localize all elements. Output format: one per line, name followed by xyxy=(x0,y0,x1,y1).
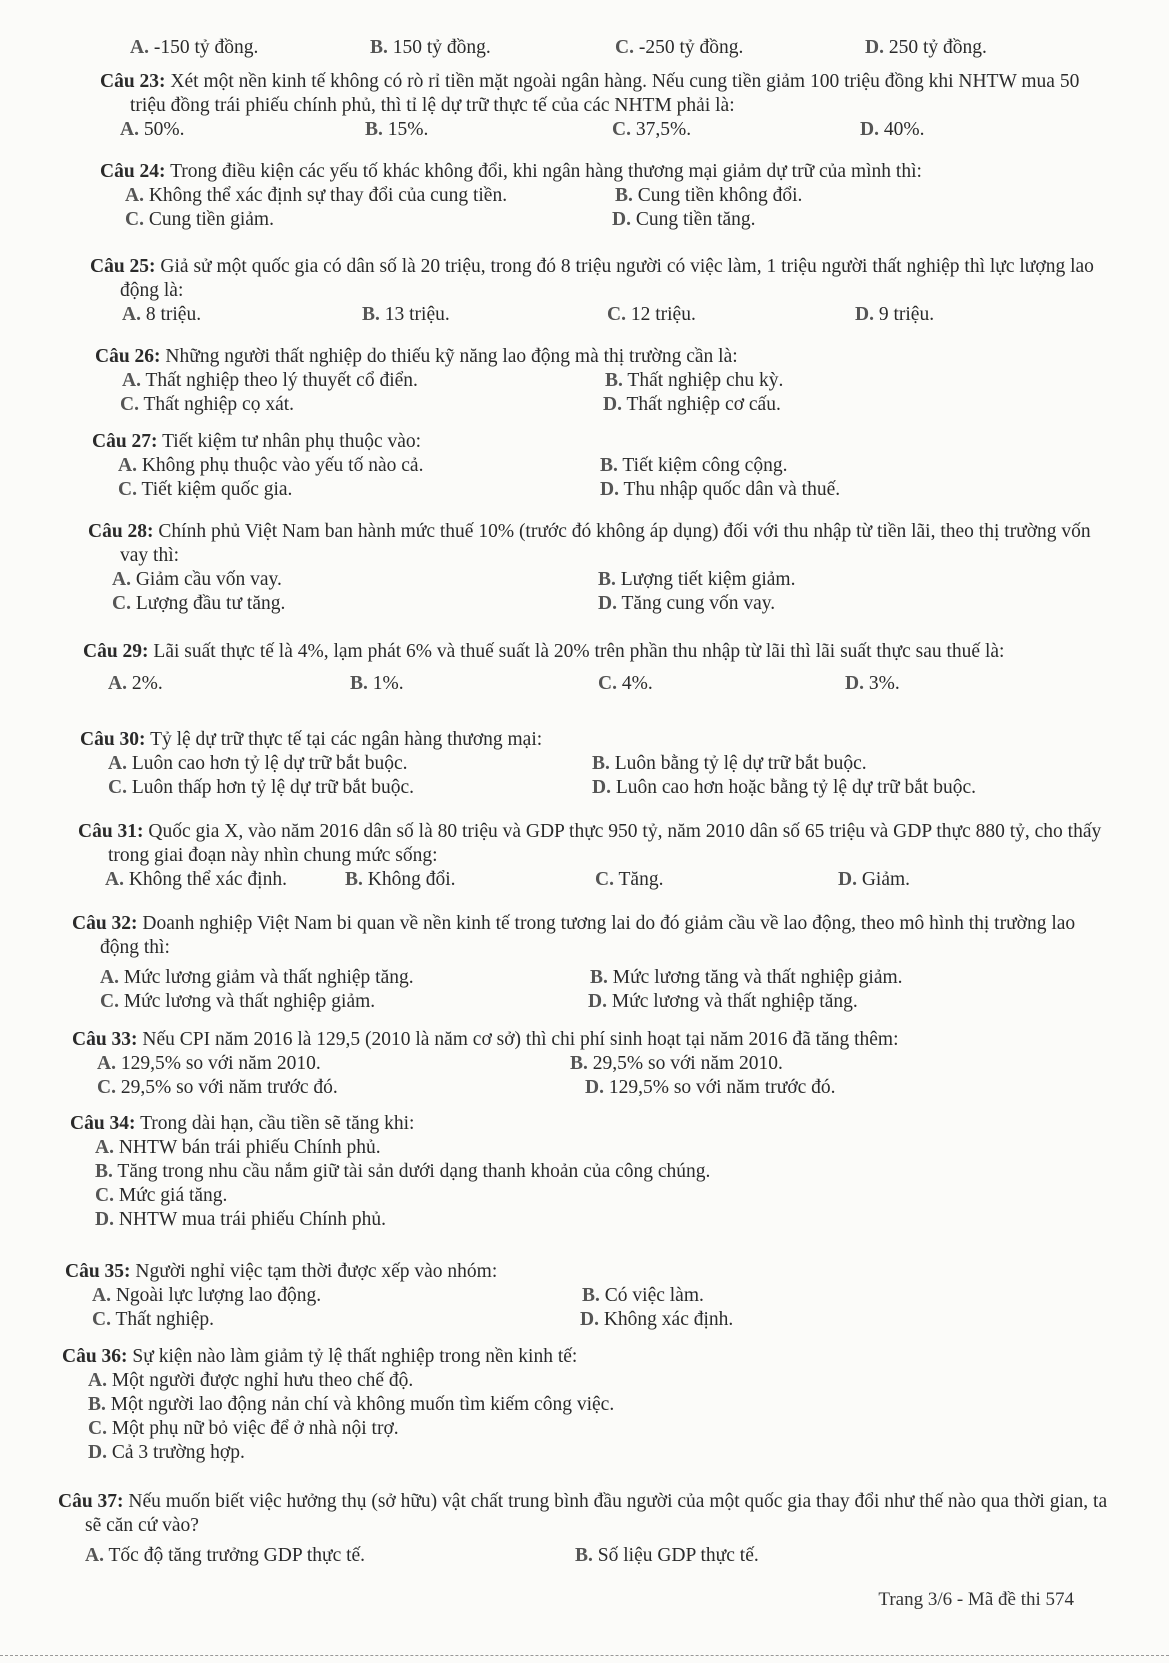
option-d: D. Mức lương và thất nghiệp tăng. xyxy=(588,991,858,1012)
question-stem: Câu 34: Trong dài hạn, cầu tiền sẽ tăng khi: xyxy=(70,1113,415,1134)
question-24 xyxy=(0,160,1169,232)
question-35 xyxy=(0,1260,1169,1332)
question-29 xyxy=(0,640,1169,696)
question-stem: Câu 37: Nếu muốn biết việc hưởng thụ (sở hữu) vật chất trung bình đầu người của một quốc gia thay đổi như thế nào qua thời gian, ta sẽ căn cứ vào? xyxy=(58,1491,1108,1536)
option-c: C. Mức lương và thất nghiệp giảm. xyxy=(100,991,376,1012)
question-stem: Câu 25: Giả sử một quốc gia có dân số là 20 triệu, trong đó 8 triệu người có việc làm, 1 triệu người thất nghiệp thì lực lượng lao động là: xyxy=(90,256,1094,301)
option-b: B. 15%. xyxy=(365,119,429,140)
option-c: C. -250 tỷ đồng. xyxy=(615,37,744,58)
option-c: C. 4%. xyxy=(598,673,653,694)
question-stem: Câu 36: Sự kiện nào làm giảm tỷ lệ thất nghiệp trong nền kinh tế: xyxy=(62,1346,578,1367)
option-d: D. 40%. xyxy=(860,119,925,140)
option-b: B. Tiết kiệm công cộng. xyxy=(600,455,788,476)
option-a: A. NHTW bán trái phiếu Chính phủ. xyxy=(95,1137,381,1158)
option-a: A. Một người được nghỉ hưu theo chế độ. xyxy=(88,1370,414,1391)
option-a: A. Luôn cao hơn tỷ lệ dự trữ bắt buộc. xyxy=(108,753,408,774)
option-c: C. Thất nghiệp cọ xát. xyxy=(120,394,295,415)
option-b: B. Số liệu GDP thực tế. xyxy=(575,1545,759,1566)
option-a: A. Mức lương giảm và thất nghiệp tăng. xyxy=(100,967,414,988)
option-b: B. 13 triệu. xyxy=(362,304,450,325)
question-stem: Câu 30: Tỷ lệ dự trữ thực tế tại các ngân hàng thương mại: xyxy=(80,729,543,750)
option-c: C. Luôn thấp hơn tỷ lệ dự trữ bắt buộc. xyxy=(108,777,415,798)
option-a: A. Không phụ thuộc vào yếu tố nào cả. xyxy=(118,455,424,476)
option-d: D. NHTW mua trái phiếu Chính phủ. xyxy=(95,1209,387,1230)
question-stem: Câu 23: Xét một nền kinh tế không có rò rỉ tiền mặt ngoài ngân hàng. Nếu cung tiền giảm 100 triệu đồng khi NHTW mua 50 triệu đồng trái phiếu chính phủ, thì tỉ lệ dự trữ thực tế của các NHTM phải là: xyxy=(100,71,1080,116)
question-22-options xyxy=(0,36,1169,60)
option-a: A. 2%. xyxy=(108,673,163,694)
option-c: C. Một phụ nữ bỏ việc để ở nhà nội trợ. xyxy=(88,1418,399,1439)
option-b: B. Tăng trong nhu cầu nắm giữ tài sản dưới dạng thanh khoản của công chúng. xyxy=(95,1161,711,1182)
question-stem: Câu 31: Quốc gia X, vào năm 2016 dân số là 80 triệu và GDP thực 950 tỷ, năm 2010 dân số 65 triệu và GDP thực 880 tỷ, cho thấy trong giai đoạn này nhìn chung mức sống: xyxy=(78,821,1102,866)
option-c: C. Cung tiền giảm. xyxy=(125,209,274,230)
question-25 xyxy=(0,255,1169,327)
option-b: B. Không đổi. xyxy=(345,869,456,890)
question-28 xyxy=(0,520,1169,616)
option-a: A. Không thể xác định. xyxy=(105,869,287,890)
question-stem: Câu 24: Trong điều kiện các yếu tố khác không đổi, khi ngân hàng thương mại giảm dự trữ của mình thì: xyxy=(100,161,922,182)
question-36 xyxy=(0,1345,1169,1465)
question-32 xyxy=(0,912,1169,1014)
option-c: C. Mức giá tăng. xyxy=(95,1185,228,1206)
question-30 xyxy=(0,728,1169,800)
option-a: A. Tốc độ tăng trưởng GDP thực tế. xyxy=(85,1545,366,1566)
option-a: A. 8 triệu. xyxy=(122,304,202,325)
question-stem: Câu 32: Doanh nghiệp Việt Nam bi quan về nền kinh tế trong tương lai do đó giảm cầu về lao động, theo mô hình thị trường lao động thì: xyxy=(72,913,1076,958)
option-c: C. Tiết kiệm quốc gia. xyxy=(118,479,293,500)
option-a: A. Ngoài lực lượng lao động. xyxy=(92,1285,322,1306)
option-b: B. 1%. xyxy=(350,673,404,694)
question-37 xyxy=(0,1490,1169,1568)
question-26 xyxy=(0,345,1169,417)
question-stem: Câu 29: Lãi suất thực tế là 4%, lạm phát 6% và thuế suất là 20% trên phần thu nhập từ lãi thì lãi suất thực sau thuế là: xyxy=(83,641,1005,662)
option-d: D. 9 triệu. xyxy=(855,304,935,325)
question-stem: Câu 26: Những người thất nghiệp do thiếu kỹ năng lao động mà thị trường cần là: xyxy=(95,346,738,367)
question-stem: Câu 35: Người nghỉ việc tạm thời được xếp vào nhóm: xyxy=(65,1261,498,1282)
page-footer: Trang 3/6 - Mã đề thi 574 xyxy=(878,1589,1074,1610)
option-c: C. Thất nghiệp. xyxy=(92,1309,215,1330)
question-27 xyxy=(0,430,1169,502)
option-b: B. 150 tỷ đồng. xyxy=(370,37,491,58)
option-d: D. Cả 3 trường hợp. xyxy=(88,1442,245,1463)
option-a: A. -150 tỷ đồng. xyxy=(130,37,259,58)
option-a: A. 50%. xyxy=(120,119,185,140)
question-33 xyxy=(0,1028,1169,1100)
option-d: D. Tăng cung vốn vay. xyxy=(598,593,776,614)
question-stem: Câu 33: Nếu CPI năm 2016 là 129,5 (2010 là năm cơ sở) thì chi phí sinh hoạt tại năm 2016 đã tăng thêm: xyxy=(72,1029,899,1050)
question-stem: Câu 28: Chính phủ Việt Nam ban hành mức thuế 10% (trước đó không áp dụng) đối với thu nhập từ tiền lãi, theo thị trường vốn vay thì: xyxy=(88,521,1091,566)
question-31 xyxy=(0,820,1169,892)
option-c: C. 29,5% so với năm trước đó. xyxy=(97,1077,338,1098)
option-b: B. 29,5% so với năm 2010. xyxy=(570,1053,783,1074)
option-b: B. Luôn bằng tỷ lệ dự trữ bắt buộc. xyxy=(592,753,867,774)
question-stem: Câu 27: Tiết kiệm tư nhân phụ thuộc vào: xyxy=(92,431,422,452)
option-a: A. Thất nghiệp theo lý thuyết cổ điển. xyxy=(122,370,418,391)
option-d: D. Luôn cao hơn hoặc bằng tỷ lệ dự trữ bắt buộc. xyxy=(592,777,976,798)
option-a: A. Giảm cầu vốn vay. xyxy=(112,569,282,590)
option-d: D. Thất nghiệp cơ cấu. xyxy=(603,394,781,415)
option-d: D. Thu nhập quốc dân và thuế. xyxy=(600,479,841,500)
option-d: D. 3%. xyxy=(845,673,900,694)
cut-line-divider xyxy=(0,1655,1169,1656)
option-c: C. 12 triệu. xyxy=(607,304,696,325)
question-23 xyxy=(0,70,1169,142)
option-d: D. Cung tiền tăng. xyxy=(612,209,756,230)
option-d: D. 129,5% so với năm trước đó. xyxy=(585,1077,836,1098)
option-b: B. Có việc làm. xyxy=(582,1285,704,1306)
option-c: C. Lượng đầu tư tăng. xyxy=(112,593,286,614)
option-b: B. Thất nghiệp chu kỳ. xyxy=(605,370,784,391)
option-d: D. Giảm. xyxy=(838,869,911,890)
option-c: C. Tăng. xyxy=(595,869,664,890)
option-b: B. Lượng tiết kiệm giảm. xyxy=(598,569,796,590)
question-34 xyxy=(0,1112,1169,1232)
option-a: A. 129,5% so với năm 2010. xyxy=(97,1053,321,1074)
option-b: B. Mức lương tăng và thất nghiệp giảm. xyxy=(590,967,903,988)
option-d: D. 250 tỷ đồng. xyxy=(865,37,987,58)
option-c: C. 37,5%. xyxy=(612,119,692,140)
option-b: B. Một người lao động nản chí và không muốn tìm kiếm công việc. xyxy=(88,1394,615,1415)
option-d: D. Không xác định. xyxy=(580,1309,734,1330)
option-a: A. Không thể xác định sự thay đổi của cung tiền. xyxy=(125,185,508,206)
option-b: B. Cung tiền không đổi. xyxy=(615,185,803,206)
